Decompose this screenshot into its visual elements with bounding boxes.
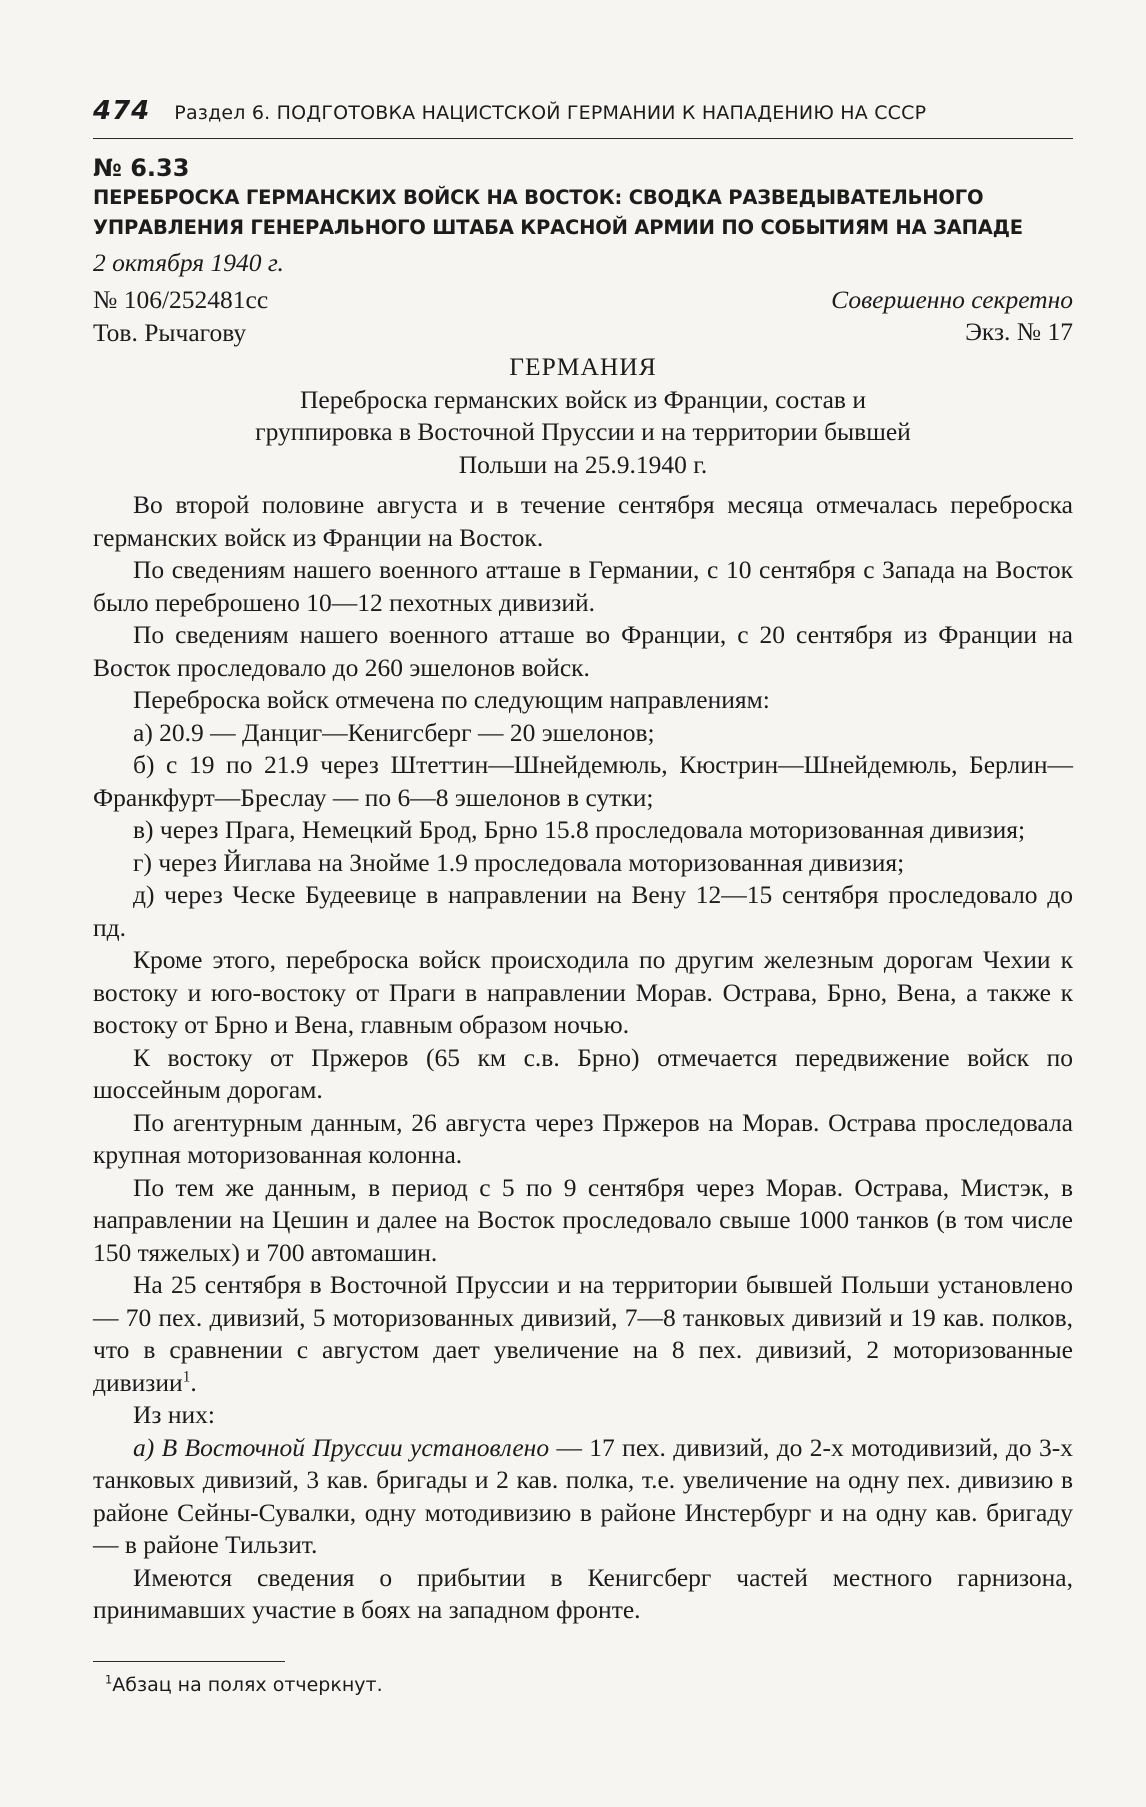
book-page bbox=[93, 96, 1073, 1698]
paragraph-text: — 17 пех. дивизий, до 2-х мотодивизий, до 3-х танковых дивизий, 3 кав. бригады и 2 кав. полка, т.е. увеличение на одну пех. дивизию в районе Сейны-Сувалки, одну мотодивизию в районе Инстербург и на одну кав. бригаду — в районе Тильзит. bbox=[93, 1432, 1074, 1559]
list-item: д) через Ческе Будеевице в направлении на Вену 12—15 сентября проследовало до пд. bbox=[93, 880, 1073, 942]
classification-stamp: Совершенно секретно bbox=[831, 284, 1073, 314]
document-date: 2 октября 1940 г. bbox=[93, 248, 284, 277]
paragraph: Переброска войск отмечена по следующим направлениям: bbox=[133, 685, 770, 714]
paragraph: К востоку от Пржеров (65 км с.в. Брно) отмечается передвижение войск по шоссейным дорогам. bbox=[93, 1042, 1073, 1104]
paragraph: По сведениям нашего военного атташе во Франции, с 20 сентября из Франции на Восток проследовало до 260 эшелонов войск. bbox=[93, 620, 1073, 682]
running-header bbox=[93, 96, 1073, 139]
section-heading: ГЕРМАНИЯ bbox=[509, 352, 657, 381]
page-number: 474 bbox=[93, 96, 151, 126]
paragraph bbox=[93, 1432, 1073, 1562]
paragraph: Имеются сведения о прибытии в Кенигсберг частей местного гарнизона, принимавших участие в боях на западном фронте. bbox=[93, 1562, 1073, 1624]
list-item: в) через Прага, Немецкий Брод, Брно 15.8 проследовала моторизованная дивизия; bbox=[133, 815, 1026, 844]
paragraph: Кроме этого, переброска войск происходила по другим железным дорогам Чехии к востоку и юго-востоку от Праги в направлении Морав. Острава, Брно, Вена, а также к востоку от Брно и Вена, главным образом ночью. bbox=[93, 945, 1073, 1039]
paragraph: По сведениям нашего военного атташе в Германии, с 10 сентября с Запада на Восток было переброшено 10—12 пехотных дивизий. bbox=[93, 555, 1073, 617]
document-body bbox=[93, 489, 1073, 1627]
paragraph-end: . bbox=[190, 1367, 197, 1397]
footnote-divider bbox=[93, 1661, 285, 1662]
registration-number: № 106/252481сс bbox=[93, 284, 269, 314]
paragraph-text: На 25 сентября в Восточной Пруссии и на территории бывшей Польши установлено — 70 пех. дивизий, 5 моторизованных дивизий, 7—8 танковых дивизий и 19 кав. полков, что в сравнении с августом дает увеличение на 8 пех. дивизий, 2 моторизованные дивизии bbox=[93, 1270, 1073, 1397]
subheading: Переброска германских войск из Франции, состав и группировка в Восточной Пруссии и на территории бывшей Польши на 25.9.1940 г. bbox=[255, 384, 911, 479]
document-title: ПЕРЕБРОСКА ГЕРМАНСКИХ ВОЙСК НА ВОСТОК: СВОДКА РАЗВЕДЫВАТЕЛЬНОГО УПРАВЛЕНИЯ ГЕНЕРАЛЬНОГО ШТАБА КРАСНОЙ АРМИИ ПО СОБЫТИЯМ НА ЗАПАДЕ bbox=[93, 186, 1023, 239]
footnote-reference[interactable]: 1 bbox=[182, 1368, 191, 1385]
addressee: Тов. Рычагову bbox=[93, 317, 247, 347]
list-item: б) с 19 по 21.9 через Штеттин—Шнейдемюль, Кюстрин—Шнейдемюль, Берлин—Франкфурт—Бреслау — по 6—8 эшелонов в сутки; bbox=[93, 750, 1073, 812]
footnote-text: Абзац на полях отчеркнут. bbox=[112, 1673, 383, 1696]
footnote bbox=[93, 1672, 1073, 1698]
italic-lead: а) В Восточной Пруссии установлено bbox=[133, 1432, 550, 1462]
paragraph: По тем же данным, в период с 5 по 9 сентября через Морав. Острава, Мистэк, в направлении на Цешин и далее на Восток проследовало свыше 1000 танков (в том числе 150 тяжелых) и 700 автомашин. bbox=[93, 1172, 1073, 1267]
document-number: № 6.33 bbox=[93, 154, 190, 182]
list-item: а) 20.9 — Данциг—Кенигсберг — 20 эшелонов; bbox=[133, 717, 655, 747]
paragraph: Во второй половине августа и в течение сентября месяца отмечалась переброска германских войск из Франции на Восток. bbox=[93, 490, 1073, 552]
copy-number: Экз. № 17 bbox=[965, 317, 1073, 346]
list-item: г) через Йиглава на Знойме 1.9 проследовала моторизованная дивизия; bbox=[133, 847, 905, 877]
section-title: Раздел 6. ПОДГОТОВКА НАЦИСТСКОЙ ГЕРМАНИИ К НАПАДЕНИЮ НА СССР bbox=[174, 102, 927, 124]
footnote-marker: 1 bbox=[105, 1672, 113, 1687]
document-meta bbox=[93, 284, 1073, 317]
paragraph: По агентурным данным, 26 августа через Пржеров на Морав. Острава проследовала крупная моторизованная колонна. bbox=[93, 1107, 1073, 1169]
paragraph-with-footnote bbox=[93, 1269, 1073, 1399]
paragraph: Из них: bbox=[133, 1400, 215, 1429]
